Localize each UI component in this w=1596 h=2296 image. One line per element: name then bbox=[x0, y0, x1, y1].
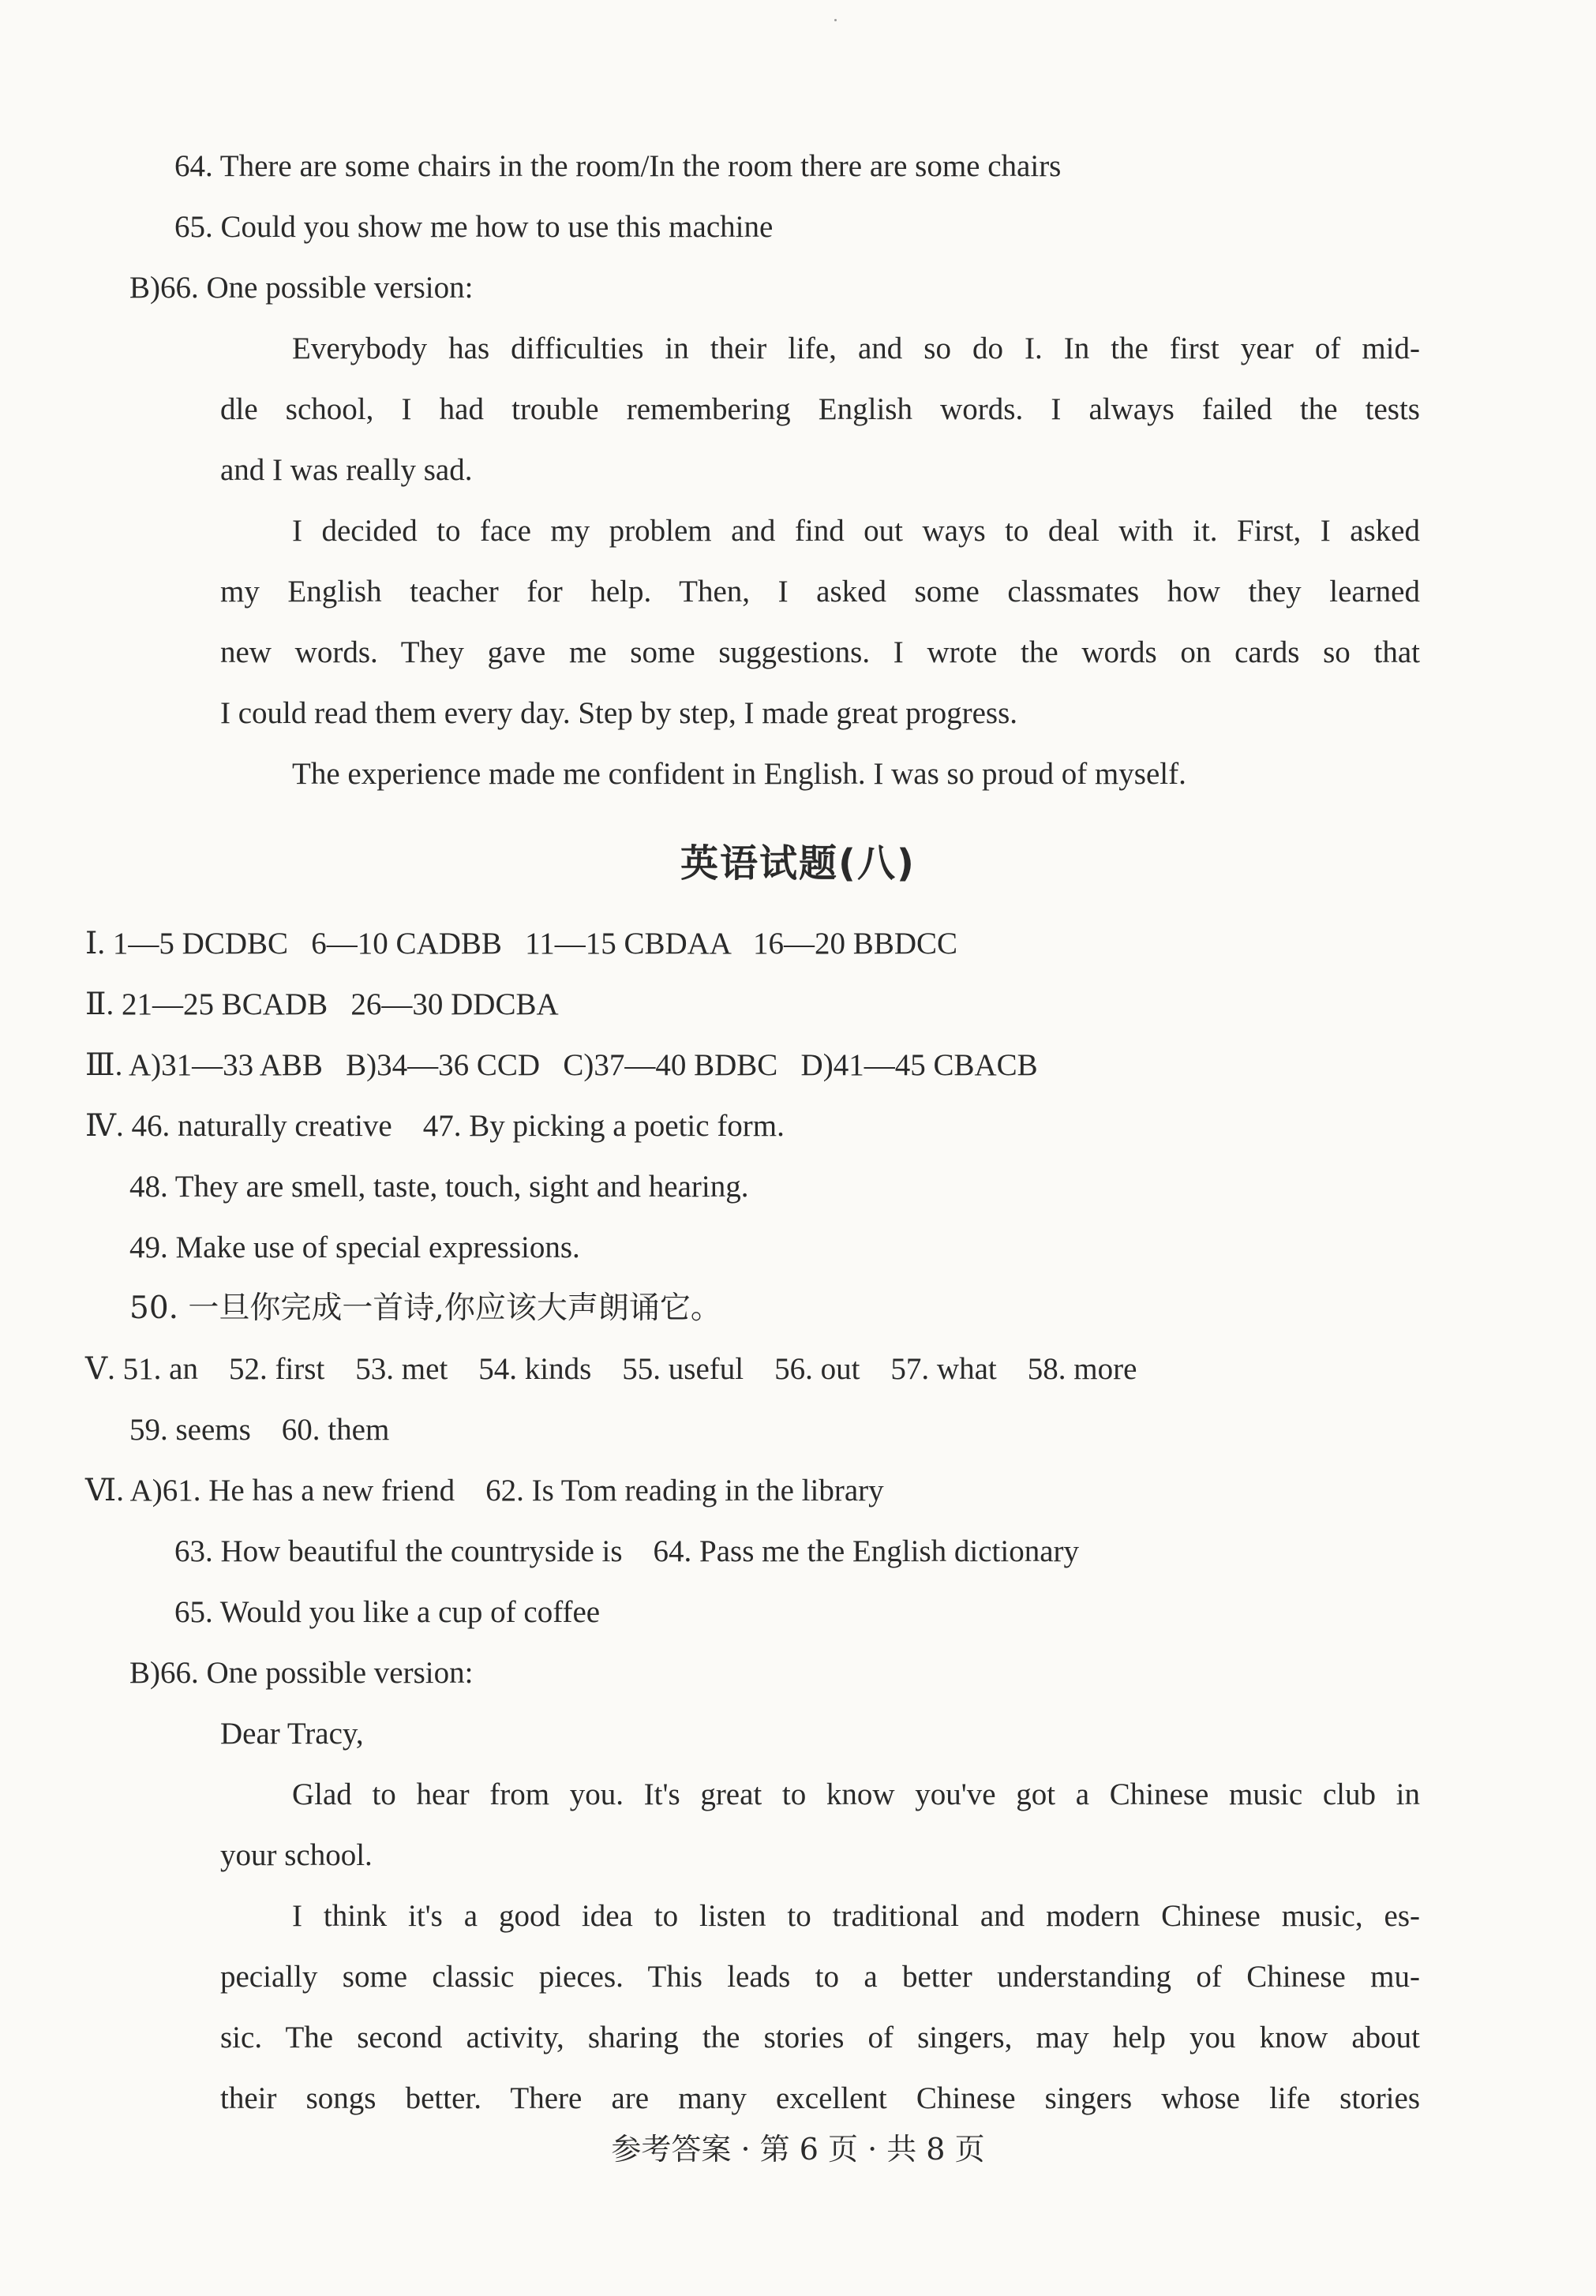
answers-section-2: Ⅱ. 21—25 BCADB 26—30 DDCBA bbox=[85, 987, 559, 1021]
scan-speck bbox=[834, 19, 837, 21]
answers-section-5: Ⅴ. 51. an 52. first 53. met 54. kinds 55. useful 56. out 57. what 58. more bbox=[85, 1352, 1137, 1386]
essay1-line: I decided to face my problem and find out ways to deal with it. First, I asked bbox=[292, 514, 1420, 548]
essay1-line: my English teacher for help. Then, I asked some classmates how they learned bbox=[220, 575, 1420, 609]
answer-65: 65. Could you show me how to use this machine bbox=[174, 210, 774, 244]
essay1-line: The experience made me confident in English. I was so proud of myself. bbox=[292, 757, 1186, 791]
essay1-line: Everybody has difficulties in their life, and so do I. In the first year of mid- bbox=[292, 331, 1420, 365]
letter-line: I think it's a good idea to listen to traditional and modern Chinese music, es- bbox=[292, 1899, 1420, 1933]
letter-line: sic. The second activity, sharing the stories of singers, may help you know about bbox=[220, 2021, 1420, 2054]
essay1-line: and I was really sad. bbox=[220, 453, 473, 487]
letter-line: pecially some classic pieces. This leads to a better understanding of Chinese mu- bbox=[220, 1960, 1420, 1994]
answers-63-64: 63. How beautiful the countryside is 64. Pass me the English dictionary bbox=[174, 1534, 1079, 1568]
answer-65: 65. Would you like a cup of coffee bbox=[174, 1595, 601, 1629]
letter-line: their songs better. There are many excellent Chinese singers whose life stories bbox=[220, 2081, 1420, 2115]
essay1-line: I could read them every day. Step by step, I made great progress. bbox=[220, 696, 1018, 730]
essay1-line: dle school, I had trouble remembering English words. I always failed the tests bbox=[220, 392, 1420, 426]
letter-greeting: Dear Tracy, bbox=[220, 1717, 364, 1751]
answers-section-1: Ⅰ. 1—5 DCDBC 6—10 CADBB 11—15 CBDAA 16—20 BBDCC bbox=[85, 927, 958, 961]
answer-64: 64. There are some chairs in the room/In the room there are some chairs bbox=[174, 149, 1062, 183]
answer-66-label: B)66. One possible version: bbox=[129, 271, 474, 305]
letter-line: Glad to hear from you. It's great to know you've got a Chinese music club in bbox=[292, 1777, 1420, 1811]
answers-section-4: Ⅳ. 46. naturally creative 47. By picking a poetic form. bbox=[85, 1109, 785, 1143]
answer-48: 48. They are smell, taste, touch, sight and hearing. bbox=[129, 1170, 749, 1204]
section-title: 英语试题(八) bbox=[680, 841, 916, 886]
answers-section-3: Ⅲ. A)31—33 ABB B)34—36 CCD C)37—40 BDBC D)41—45 CBACB bbox=[85, 1048, 1038, 1082]
answer-49: 49. Make use of special expressions. bbox=[129, 1230, 580, 1264]
page-footer: 参考答案 · 第 6 页 · 共 8 页 bbox=[611, 2132, 985, 2167]
answers-59-60: 59. seems 60. them bbox=[129, 1413, 390, 1447]
answers-section-6: Ⅵ. A)61. He has a new friend 62. Is Tom reading in the library bbox=[85, 1474, 884, 1508]
answer-50: 50. 一旦你完成一首诗,你应该大声朗诵它。 bbox=[129, 1290, 721, 1326]
essay1-line: new words. They gave me some suggestions. I wrote the words on cards so that bbox=[220, 635, 1420, 669]
letter-line: your school. bbox=[220, 1838, 373, 1872]
answer-66-label: B)66. One possible version: bbox=[129, 1656, 474, 1690]
